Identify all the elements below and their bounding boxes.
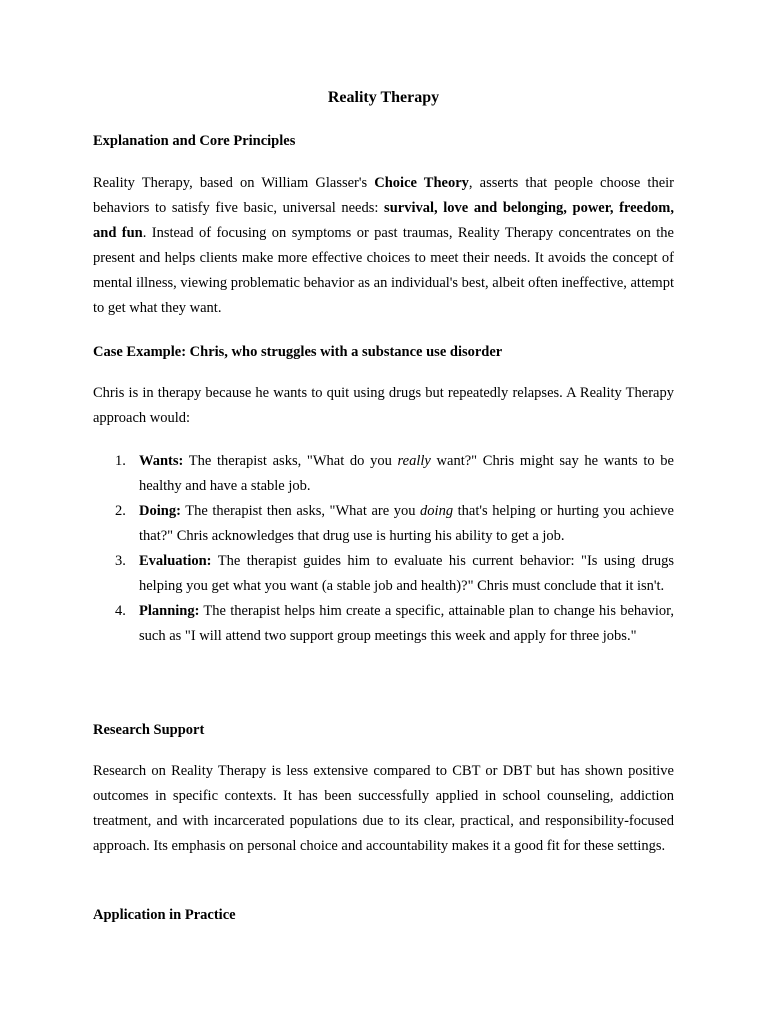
explanation-text-3: . Instead of focusing on symptoms or past traumas, Reality Therapy concentrates on the present and helps clients make more effective choices to meet their needs. It avoids the concept of mental illness, viewing problematic behavior as an individual's best, albeit often ineffective, attempt to get what they want. (93, 225, 674, 316)
step-text: The therapist asks, "What do you (183, 453, 398, 469)
five-needs-list: survival, love and belonging, power, freedom, and fun (93, 200, 674, 241)
list-item (93, 549, 674, 599)
step-number: 1. (115, 453, 126, 469)
list-item (93, 599, 674, 649)
case-steps-list (93, 449, 674, 649)
research-paragraph: Research on Reality Therapy is less extensive compared to CBT or DBT but has shown positive outcomes in specific contexts. It has been successfully applied in school counseling, addiction treatment, and with incarcerated populations due to its clear, practical, and responsibility-focused approach. Its emphasis on personal choice and accountability makes it a good fit for these settings. (93, 763, 674, 854)
explanation-paragraph (93, 171, 674, 321)
section-heading-research: Research Support (93, 722, 205, 738)
section-heading-case-example: Case Example: Chris, who struggles with a substance use disorder (93, 344, 503, 360)
step-label: Planning: (139, 603, 200, 619)
section-heading-application: Application in Practice (93, 907, 236, 923)
step-emphasis: really (397, 453, 431, 469)
list-item (93, 499, 674, 549)
step-label: Wants: (139, 453, 184, 469)
explanation-text-2: , asserts that people choose their behaviors to satisfy five basic, universal needs: (93, 175, 675, 216)
choice-theory-term: Choice Theory (374, 175, 469, 191)
step-text: that's helping or hurting you achieve that?" Chris acknowledges that drug use is hurting his ability to get a job. (139, 503, 674, 544)
step-label: Evaluation: (139, 553, 212, 569)
step-text: The therapist then asks, "What are you (180, 503, 421, 519)
step-text: want?" Chris might say he wants to be healthy and have a stable job. (139, 453, 674, 494)
step-number: 4. (115, 603, 126, 619)
step-text: The therapist helps him create a specific, attainable plan to change his behavior, such as "I will attend two support group meetings this week and apply for three jobs." (139, 603, 674, 644)
step-text: The therapist guides him to evaluate his current behavior: "Is using drugs helping you get what you want (a stable job and health)?" Chris must conclude that it isn't. (139, 553, 674, 594)
section-heading-explanation: Explanation and Core Principles (93, 133, 296, 149)
step-number: 2. (115, 503, 126, 519)
step-label: Doing: (139, 503, 181, 519)
case-intro-paragraph: Chris is in therapy because he wants to quit using drugs but repeatedly relapses. A Reality Therapy approach would: (93, 385, 674, 426)
list-item (93, 449, 674, 499)
step-number: 3. (115, 553, 126, 569)
step-emphasis: doing (420, 503, 454, 519)
explanation-text-1: Reality Therapy, based on William Glasser's (93, 175, 375, 191)
document-title: Reality Therapy (327, 89, 440, 106)
